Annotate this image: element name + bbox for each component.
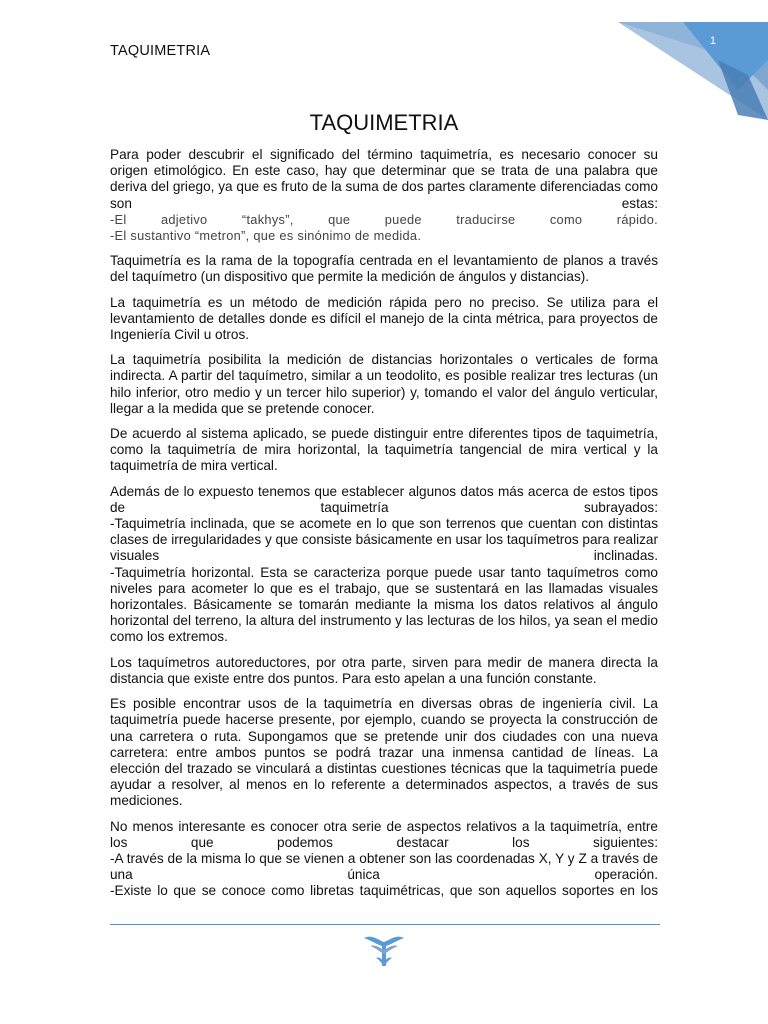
logo-icon (362, 932, 406, 968)
paragraph-2: Taquimetría es la rama de la topografía centrada en el levantamiento de planos a través del taquímetro (un dispositivo que permite la medición de ángulos y distancias). (110, 253, 658, 285)
list-item: -A través de la misma lo que se vienen a obtener son las coordenadas X, Y y Z a través de una única operación. (110, 850, 658, 883)
document-body (110, 147, 658, 909)
paragraph-1 (110, 147, 658, 244)
list-item: -Taquimetría inclinada, que se acomete en lo que son terrenos que cuentan con distintas clases de irregularidades y que consiste básicamente en usar los taquímetros para realizar visuales inclinadas. (110, 516, 658, 564)
list-item: -El sustantivo “metron”, que es sinónimo de medida. (110, 228, 422, 244)
paragraph-text: Para poder descubrir el significado del término taquimetría, es necesario conocer su origen etimológico. En este caso, hay que determinar que se trata de una palabra que deriva del griego, ya que es fruto de la suma de dos partes claramente diferenciadas como son estas: (110, 147, 658, 211)
paragraph-text: No menos interesante es conocer otra serie de aspectos relativos a la taquimetría, entre los que podemos destacar los siguientes: (110, 818, 658, 850)
paragraph-9 (110, 819, 658, 900)
page-number: 1 (709, 35, 716, 47)
document-title: TAQUIMETRIA (309, 110, 459, 135)
paragraph-3: La taquimetría es un método de medición rápida pero no preciso. Se utiliza para el levantamiento de detalles donde es difícil el manejo de la cinta métrica, para proyectos de Ingeniería Civil u otros. (110, 294, 658, 343)
paragraph-7: Los taquímetros autoreductores, por otra parte, sirven para medir de manera directa la distancia que existe entre dos puntos. Para esto apelan a una función constante. (110, 654, 658, 686)
paragraph-5: De acuerdo al sistema aplicado, se puede distinguir entre diferentes tipos de taquimetría, como la taquimetría de mira horizontal, la taquimetría tangencial de mira vertical y la taquimetría de mira vertical. (110, 426, 658, 474)
list-item: -El adjetivo “takhys”, que puede traducirse como rápido. (110, 211, 658, 227)
paragraph-4: La taquimetría posibilita la medición de distancias horizontales o verticales de forma indirecta. A partir del taquímetro, similar a un teodolito, es posible realizar tres lecturas (un hilo inferior, otro medio y un tercer hilo superior) y, tomando el valor del ángulo verticular, llegar a la medida que se pretende conocer. (110, 352, 658, 416)
running-header: TAQUIMETRIA (110, 43, 211, 59)
list-item: -Existe lo que se conoce como libretas taquimétricas, que son aquellos soportes en los (110, 883, 658, 899)
paragraph-text: Además de lo expuesto tenemos que establecer algunos datos más acerca de estos tipos de taquimetría subrayados: (110, 483, 658, 515)
paragraph-6 (110, 484, 658, 646)
list-item: -Taquimetría horizontal. Esta se caracteriza porque puede usar tanto taquímetros como niveles para acometer lo que es el trabajo, que se sustentará en las llamadas visuales horizontales. Básicamente se tomarán mediante la misma los datos relativos al ángulo horizontal del terreno, la altura del instrumento y las lecturas de los hilos, ya sean el medio como los extremos. (110, 564, 658, 645)
footer-rule (110, 924, 660, 925)
paragraph-8: Es posible encontrar usos de la taquimetría en diversas obras de ingeniería civil. La taquimetría puede hacerse presente, por ejemplo, cuando se proyecta la construcción de una carretera o ruta. Supongamos que se pretende unir dos ciudades con una nueva carretera: entre ambos puntos se podrá trazar una inmensa cantidad de líneas. La elección del trazado se vinculará a distintas cuestiones técnicas que la taquimetría puede ayudar a resolver, al menos en lo referente a determinados aspectos, a través de sus mediciones. (110, 696, 658, 809)
